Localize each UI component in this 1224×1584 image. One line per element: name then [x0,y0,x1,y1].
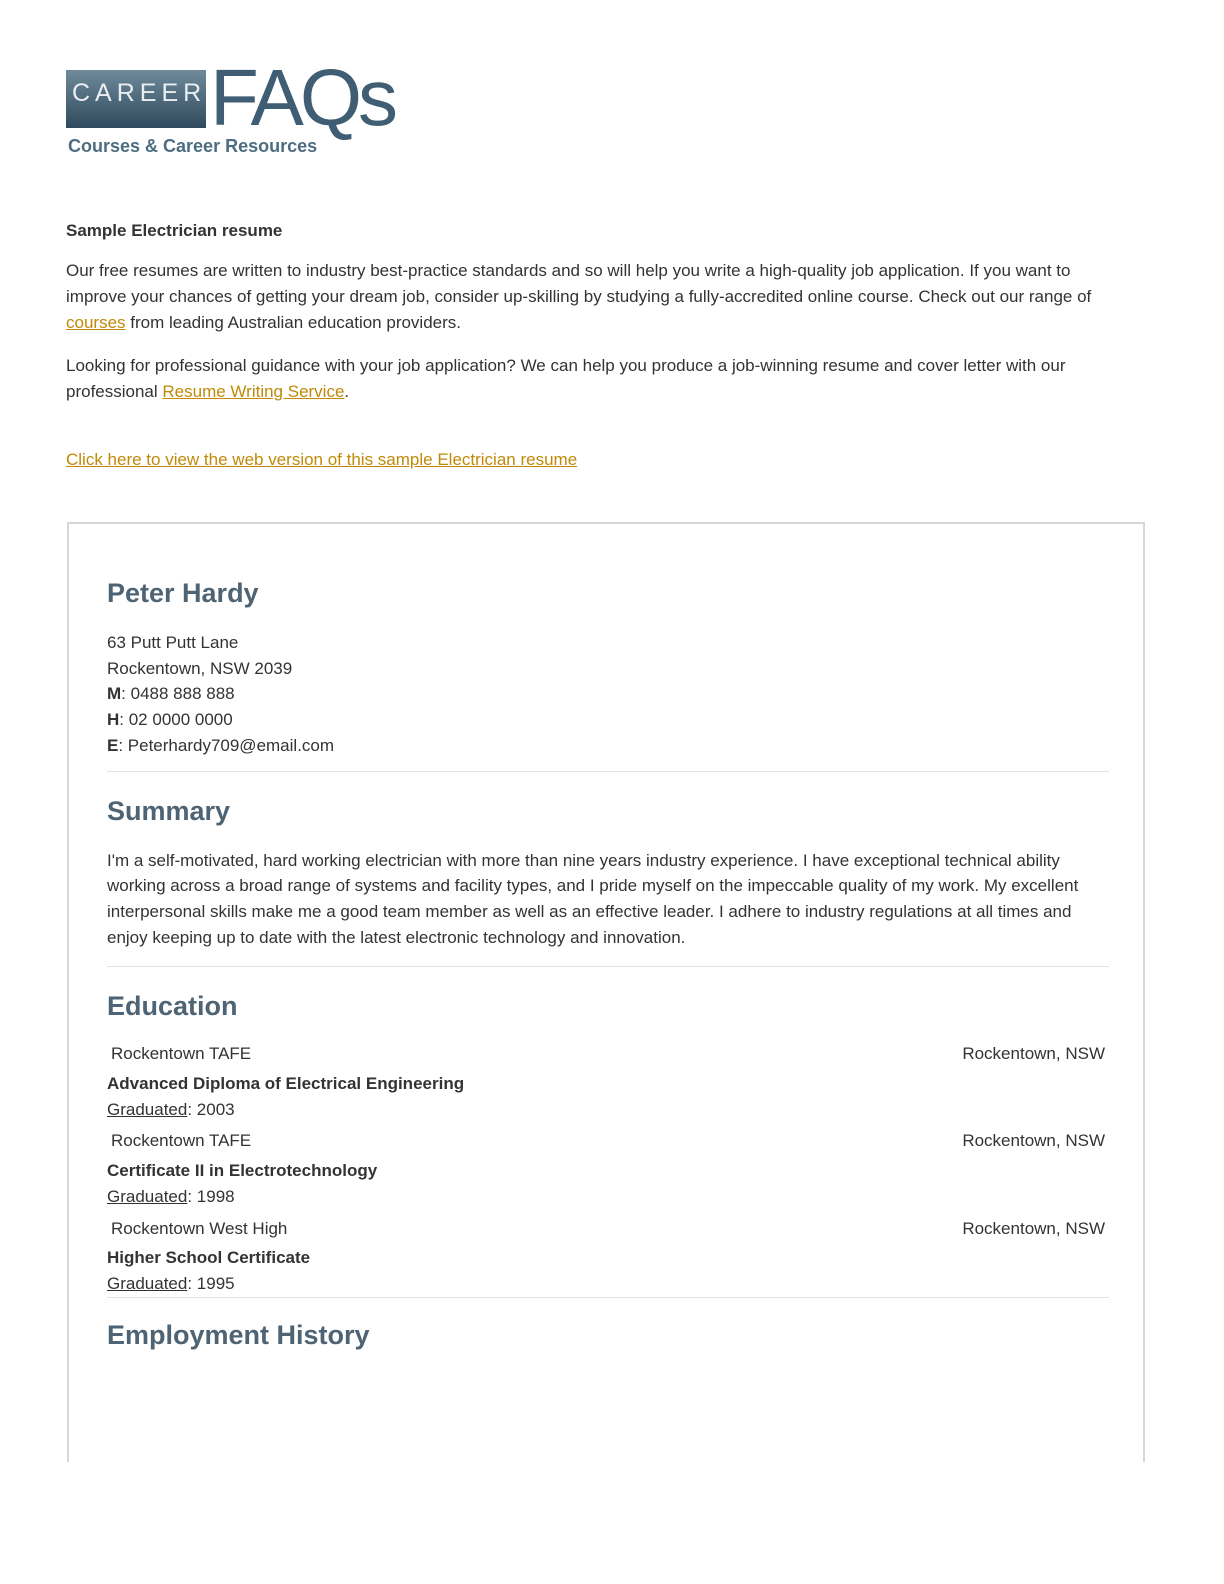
logo-tagline: Courses & Career Resources [68,136,318,156]
careerfaqs-logo [66,53,426,164]
address-line-2: Rockentown, NSW 2039 [107,658,293,678]
resume-name: Peter Hardy [107,578,259,608]
summary-text: I'm a self-motivated, hard working electrician with more than nine years industry experience. I have exceptional technical ability working across a broad range of systems and facility types, and I pride myself on the impeccable quality of my work. My excellent interpersonal skills make me a good team member as well as an effective leader. I adhere to industry regulations at all times and enjoy keeping up to date with the latest electronic technology and innovation. [107,850,1079,947]
mobile [107,681,1109,707]
logo-career: CAREER [66,70,206,128]
location: Rockentown, NSW [962,1131,1105,1151]
summary-heading: Summary [107,795,231,826]
year: : 1998 [187,1186,235,1206]
intro-paragraph-1 [66,258,1126,336]
resume-box [67,522,1145,1462]
education-item [107,1216,1109,1297]
resume-writing-service-link[interactable]: Resume Writing Service [162,382,345,401]
degree: Higher School Certificate [107,1248,311,1268]
school: Rockentown West High [111,1218,288,1238]
value: : 0488 888 888 [121,684,235,704]
divider [107,966,1109,967]
education-item [107,1128,1109,1209]
logo-faqs: FAQs [210,53,395,142]
graduated [107,1271,1109,1297]
address-line-1: 63 Putt Putt Lane [107,633,239,652]
label: E [107,735,119,755]
home-phone [107,707,1109,733]
divider [107,1297,1109,1298]
text: Looking for professional guidance with your job application? We can help you produce a job-winning resume and cover letter with our professional [66,356,1066,401]
location: Rockentown, NSW [962,1044,1105,1064]
education-list [107,1041,1109,1296]
text: . [344,382,350,401]
text: Our free resumes are written to industry best-practice standards and so will help you write a high-quality job application. If you want to improve your chances of getting your dream job, consider up-skilling by studying a fully-accredited online course. Check out our range of [66,261,1092,306]
divider [107,771,1109,772]
label: Graduated [107,1186,188,1206]
label: Graduated [107,1099,188,1119]
school: Rockentown TAFE [111,1044,252,1064]
school: Rockentown TAFE [111,1131,252,1151]
year: : 2003 [187,1099,235,1119]
text: from leading Australian education providers. [125,313,461,332]
value: : 02 0000 0000 [119,710,233,730]
email [107,733,1109,759]
degree: Certificate II in Electrotechnology [107,1161,378,1181]
location: Rockentown, NSW [962,1218,1105,1238]
education-heading: Education [107,991,238,1022]
value: : Peterhardy709@email.com [118,735,335,755]
courses-link[interactable]: courses [66,313,126,332]
year: : 1995 [187,1273,235,1293]
education-item [107,1041,1109,1122]
intro-paragraph-2 [66,353,1126,405]
label: Graduated [107,1273,188,1293]
degree: Advanced Diploma of Electrical Engineering [107,1074,465,1094]
employment-heading: Employment History [107,1319,370,1350]
graduated [107,1097,1109,1123]
label: M [107,684,122,704]
intro-section [66,220,1126,473]
page-title: Sample Electrician resume [66,221,283,240]
label: H [107,710,120,730]
web-version-link[interactable]: Click here to view the web version of this sample Electrician resume [66,450,578,469]
graduated [107,1184,1109,1210]
